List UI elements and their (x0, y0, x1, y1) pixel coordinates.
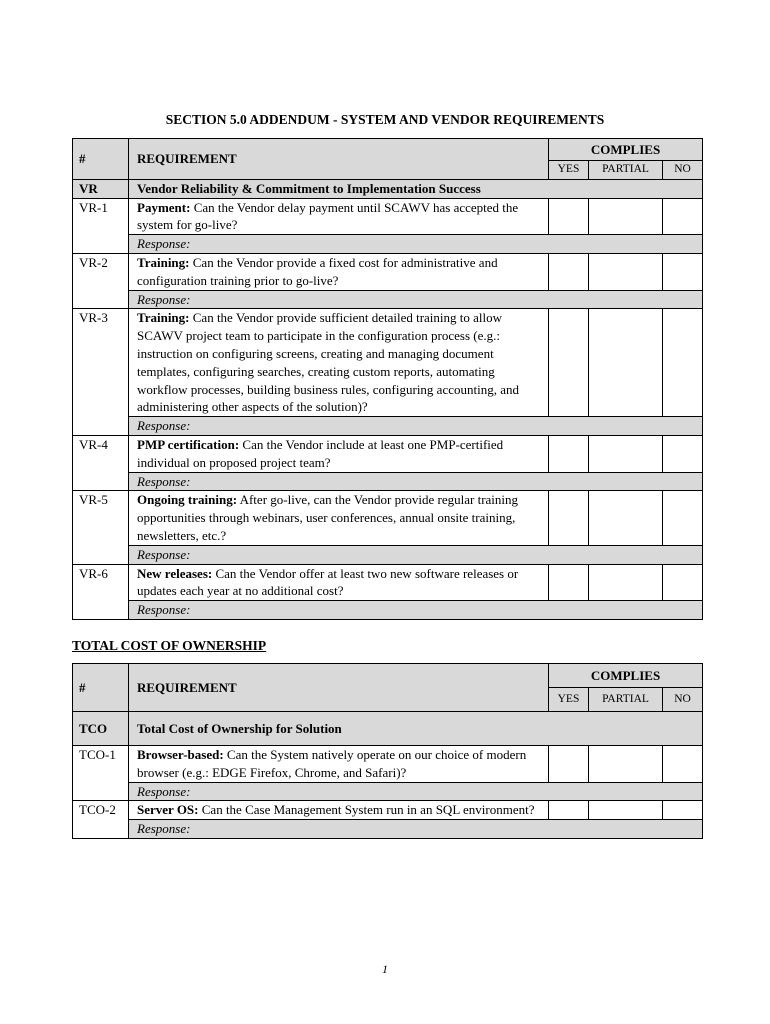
page-number: 1 (382, 962, 388, 976)
yes-checkbox[interactable] (549, 564, 589, 601)
response-field[interactable]: Response: (129, 782, 703, 801)
no-checkbox[interactable] (663, 746, 703, 783)
partial-checkbox[interactable] (589, 491, 663, 545)
yes-checkbox[interactable] (549, 198, 589, 235)
partial-checkbox[interactable] (589, 435, 663, 472)
requirement-question: Can the Vendor provide sufficient detailed training to allow SCAWV project team to participate in the configuration process (e.g.: instruction on configuring screens, creating and managing document templates, configuring searches, creating custom reports, automating workflow processes, building business rules, configuring accounting, and administering other aspects of the solution)? (137, 310, 519, 415)
requirement-text (129, 253, 549, 290)
requirement-id: VR-3 (73, 309, 129, 436)
yes-checkbox[interactable] (549, 253, 589, 290)
requirement-label: Training: (137, 254, 190, 270)
requirement-text (129, 801, 549, 820)
response-field[interactable]: Response: (129, 545, 703, 564)
requirement-text (129, 746, 549, 783)
requirement-label: PMP certification: (137, 436, 240, 452)
requirement-question: Can the Case Management System run in an SQL environment? (201, 802, 535, 818)
no-checkbox[interactable] (663, 309, 703, 417)
requirement-id: VR-6 (73, 564, 129, 619)
partial-checkbox[interactable] (589, 801, 663, 820)
header-requirement: REQUIREMENT (129, 139, 549, 180)
response-field[interactable]: Response: (129, 290, 703, 309)
header-no: NO (663, 161, 703, 180)
requirement-id: TCO-1 (73, 746, 129, 801)
category-code: TCO (73, 712, 129, 746)
header-number: # (73, 664, 129, 712)
response-field[interactable]: Response: (129, 820, 703, 839)
requirement-text (129, 198, 549, 235)
tco-section-heading: TOTAL COST OF OWNERSHIP (72, 638, 267, 653)
partial-checkbox[interactable] (589, 309, 663, 417)
header-yes: YES (549, 161, 589, 180)
response-field[interactable]: Response: (129, 235, 703, 254)
no-checkbox[interactable] (663, 491, 703, 545)
yes-checkbox[interactable] (549, 801, 589, 820)
partial-checkbox[interactable] (589, 564, 663, 601)
requirement-question: Can the System natively operate on our choice of modern browser (e.g.: EDGE Firefox, Chrome, and Safari)? (137, 747, 527, 780)
requirement-text (129, 491, 549, 545)
header-no: NO (663, 688, 703, 712)
header-partial: PARTIAL (589, 688, 663, 712)
response-field[interactable]: Response: (129, 601, 703, 620)
requirement-label: Payment: (137, 199, 191, 215)
requirement-label: Ongoing training: (137, 492, 238, 508)
requirement-label: New releases: (137, 565, 213, 581)
section-title: SECTION 5.0 ADDENDUM - SYSTEM AND VENDOR REQUIREMENTS (165, 112, 605, 127)
no-checkbox[interactable] (663, 198, 703, 235)
header-requirement: REQUIREMENT (129, 664, 549, 712)
requirement-id: VR-2 (73, 253, 129, 308)
requirement-text (129, 564, 549, 601)
response-field[interactable]: Response: (129, 472, 703, 491)
header-number: # (73, 139, 129, 180)
response-field[interactable]: Response: (129, 417, 703, 436)
yes-checkbox[interactable] (549, 309, 589, 417)
category-title: Vendor Reliability & Commitment to Implementation Success (129, 179, 703, 198)
yes-checkbox[interactable] (549, 491, 589, 545)
requirement-question: Can the Vendor include at least one PMP-certified individual on proposed project team? (137, 436, 504, 470)
yes-checkbox[interactable] (549, 435, 589, 472)
requirement-question: Can the Vendor offer at least two new software releases or updates each year at no additional cost? (137, 565, 519, 599)
tco-requirements-table (72, 663, 703, 839)
header-complies: COMPLIES (549, 664, 703, 688)
requirement-text (129, 435, 549, 472)
requirement-id: VR-4 (73, 435, 129, 490)
requirement-label: Server OS: (137, 802, 199, 818)
no-checkbox[interactable] (663, 564, 703, 601)
requirement-id: VR-5 (73, 491, 129, 564)
requirement-label: Browser-based: (137, 747, 224, 762)
no-checkbox[interactable] (663, 435, 703, 472)
requirement-question: Can the Vendor provide a fixed cost for administrative and configuration training prior to go-live? (137, 254, 498, 288)
yes-checkbox[interactable] (549, 746, 589, 783)
header-partial: PARTIAL (589, 161, 663, 180)
partial-checkbox[interactable] (589, 198, 663, 235)
category-title: Total Cost of Ownership for Solution (129, 712, 703, 746)
header-complies: COMPLIES (549, 139, 703, 161)
requirement-id: VR-1 (73, 198, 129, 253)
category-code: VR (73, 179, 129, 198)
no-checkbox[interactable] (663, 253, 703, 290)
vendor-requirements-table (72, 138, 703, 620)
no-checkbox[interactable] (663, 801, 703, 820)
requirement-question: Can the Vendor delay payment until SCAWV has accepted the system for go-live? (137, 199, 519, 233)
requirement-question: After go-live, can the Vendor provide regular training opportunities through webinars, user conferences, annual onsite training, newsletters, etc.? (137, 492, 519, 543)
requirement-id: TCO-2 (73, 801, 129, 839)
header-yes: YES (549, 688, 589, 712)
partial-checkbox[interactable] (589, 253, 663, 290)
partial-checkbox[interactable] (589, 746, 663, 783)
requirement-label: Training: (137, 310, 190, 326)
requirement-text (129, 309, 549, 417)
